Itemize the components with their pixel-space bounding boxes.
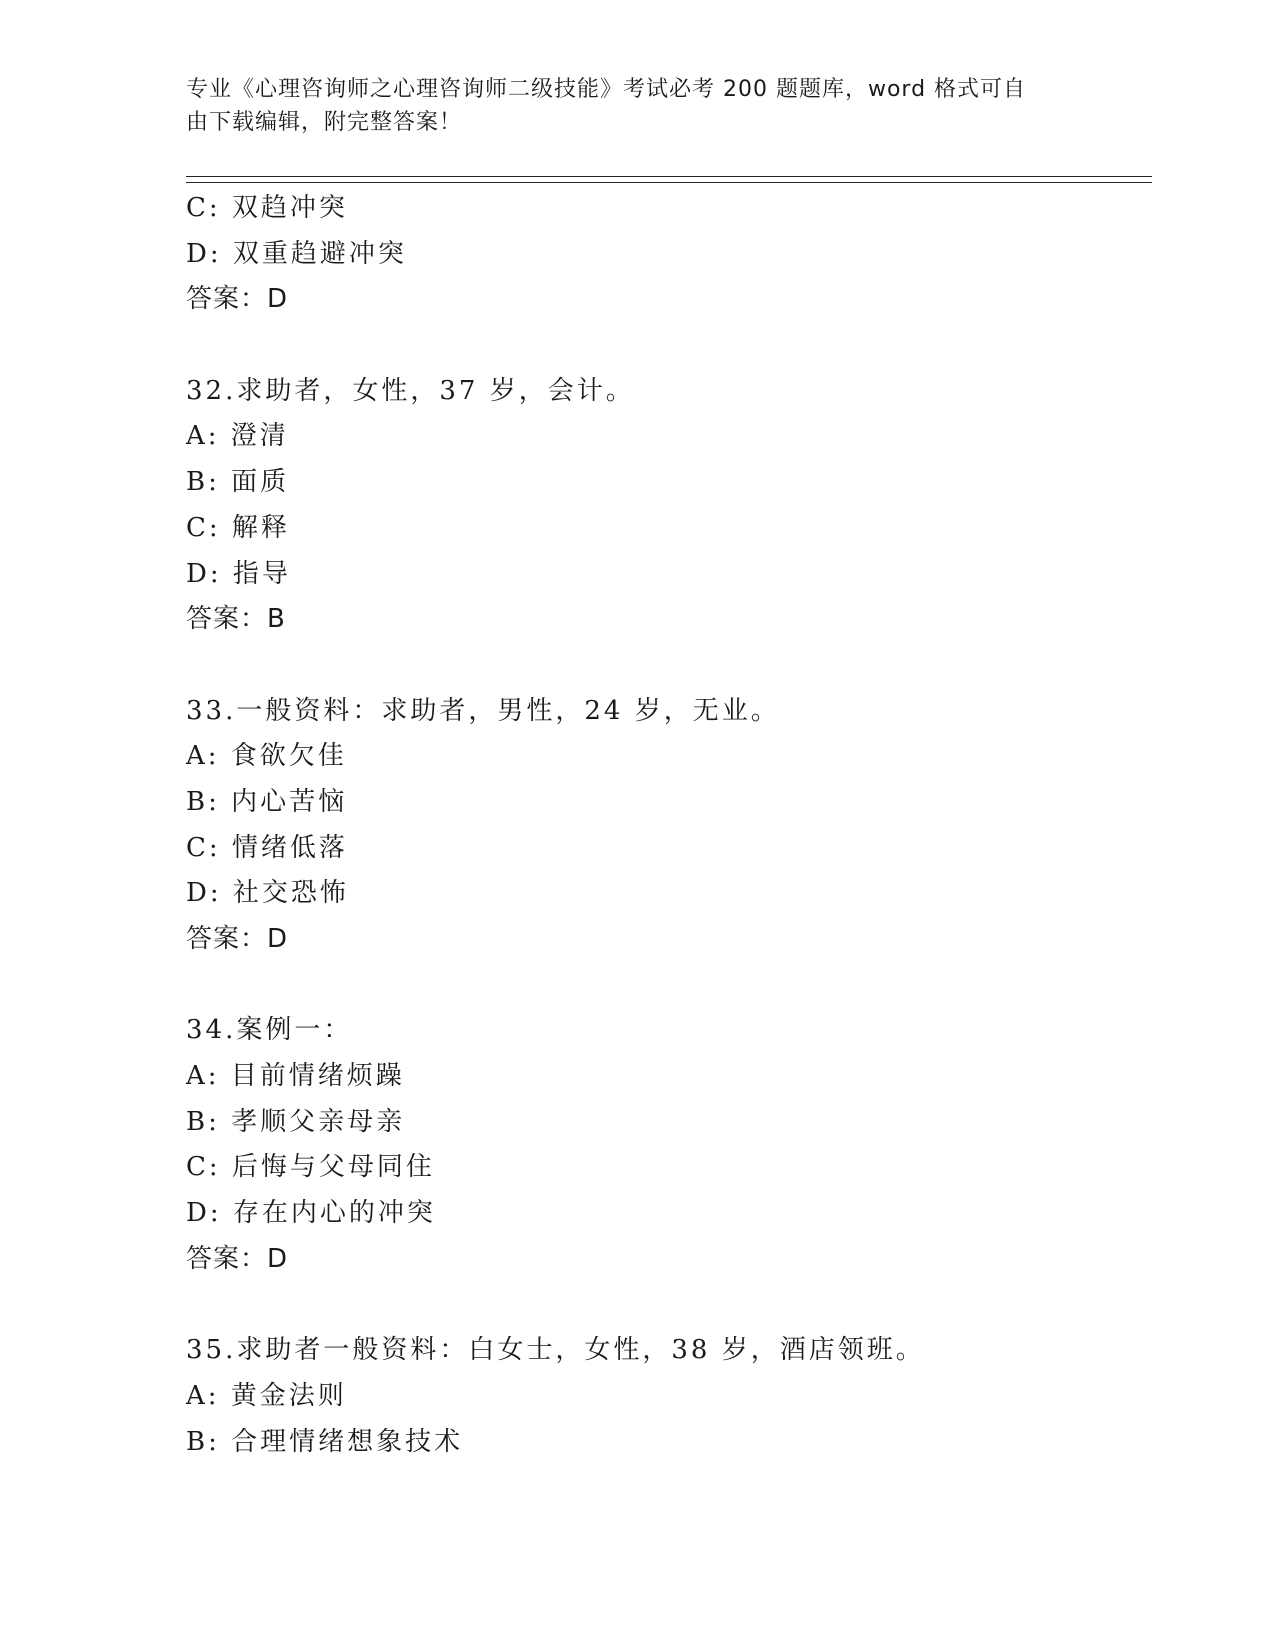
question-line: 35.求助者一般资料：白女士，女性，38 岁，酒店领班。 [186,1335,925,1366]
option-line: C: 后悔与父母同住 [186,1152,435,1183]
option-line: C: 解释 [186,512,290,543]
option-line: B: 孝顺父亲母亲 [186,1106,406,1137]
header-line-1: 专业《心理咨询师之心理咨询师二级技能》考试必考 200 题题库，word 格式可自 [186,77,1027,102]
question-line: 33.一般资料：求助者，男性，24 岁，无业。 [186,695,780,726]
option-line: A: 食欲欠佳 [186,741,347,772]
option-line: B: 面质 [186,467,290,498]
header-line-2: 由下载编辑，附完整答案！ [186,110,463,135]
document-header [186,73,1066,139]
answer-line: 答案：B [186,604,286,635]
option-line: D: 指导 [186,558,291,589]
option-line: A: 目前情绪烦躁 [186,1061,405,1092]
question-list [186,186,1146,1465]
question-line: 32.求助者，女性，37 岁，会计。 [186,375,635,406]
option-line: B: 合理情绪想象技术 [186,1426,464,1457]
option-line: D: 双重趋避冲突 [186,238,407,269]
answer-line: 答案：D [186,284,289,315]
option-line: A: 澄清 [186,421,289,452]
header-rule-top [186,176,1152,177]
option-line: D: 社交恐怖 [186,878,349,909]
answer-line: 答案：D [186,924,289,954]
spacer [186,323,1146,369]
question-line: 34.案例一： [186,1015,353,1046]
option-line: B: 内心苦恼 [186,786,348,817]
spacer [186,1283,1146,1329]
spacer [186,643,1146,689]
option-line: D: 存在内心的冲突 [186,1198,436,1229]
header-rule-bottom [186,182,1152,183]
spacer [186,963,1146,1009]
option-line: C: 双趋冲突 [186,193,348,223]
option-line: C: 情绪低落 [186,832,348,863]
option-line: A: 黄金法则 [186,1380,347,1411]
answer-line: 答案：D [186,1243,289,1274]
